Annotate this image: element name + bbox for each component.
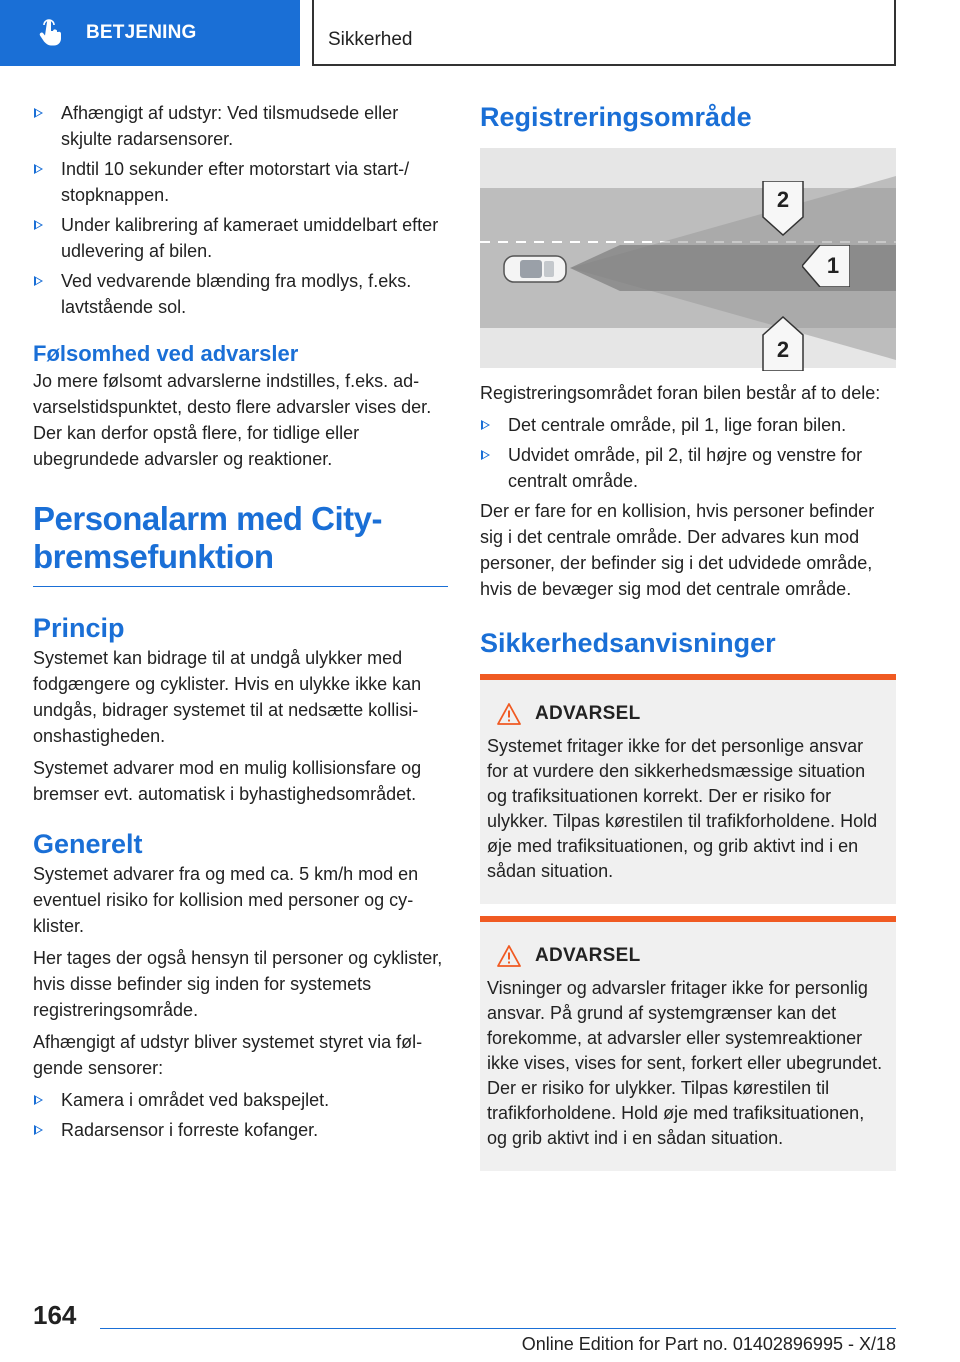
warning-text: Visninger og advarsler fritager ikke for personlig ansvar. På grund af systemgrænser kan det forekomme, at advarsler eller systemreaktioner ikke vises, vises for sent, forkert eller ubegrundet. Der er risiko for ulykker. Tilpas kørestilen til trafikforholdene. Hold øje med trafiksituationen, og grib aktivt ind i en sådan situation.	[487, 978, 883, 1148]
detection-heading: Registreringsområde	[480, 102, 752, 132]
arrow-2-bottom-icon	[759, 315, 807, 371]
detection-area-diagram	[480, 148, 896, 368]
bullet-arrow-icon	[481, 450, 490, 460]
warning-text: Systemet fritager ikke for det personlige ansvar for at vurdere den sikkerhedsmæssige situation og trafiksituationen korrekt. Der er risiko for ulykker. Tilpas kørestilen til trafikforholdene. Hold øje med trafiksituationen, og grib aktivt ind i en sådan situation.	[487, 736, 878, 881]
general-text-2: Her tages der også hensyn til personer og cyklister, hvis disse befinder sig inden for systemets registreringsområde.	[33, 948, 443, 1020]
car-icon	[504, 256, 566, 282]
bullet-arrow-icon	[34, 108, 43, 118]
list-item: Afhængigt af udstyr: Ved tilsmudsede eller skjulte radarsensorer.	[33, 100, 448, 152]
warning-box	[480, 674, 896, 904]
principle-heading: Princip	[33, 613, 125, 643]
footer-divider	[100, 1328, 896, 1329]
bullet-arrow-icon	[481, 420, 490, 430]
section-header	[312, 0, 896, 66]
right-column	[480, 100, 896, 1171]
warning-triangle-icon	[497, 703, 521, 725]
list-item: Udvidet område, pil 2, til højre og venstre for centralt område.	[480, 442, 896, 494]
sensitivity-heading: Følsomhed ved advarsler	[33, 341, 299, 366]
detection-text: Der er fare for en kollision, hvis personer befinder sig i det centrale område. Der advares kun mod personer, der befinder sig i det udvidede område, hvis de bevæger sig mod det centrale område.	[480, 501, 875, 599]
list-item: Ved vedvarende blænding fra modlys, f.eks. lavtstående sol.	[33, 268, 448, 320]
heading-divider	[33, 586, 448, 587]
warning-box	[480, 916, 896, 1171]
bullet-arrow-icon	[34, 1095, 43, 1105]
main-heading: Personalarm med City-bremsefunktion	[33, 500, 382, 575]
general-heading: Generelt	[33, 829, 143, 859]
bullet-arrow-icon	[34, 220, 43, 230]
arrow-label-2-bottom: 2	[776, 337, 790, 362]
general-text-1: Systemet advarer fra og med ca. 5 km/h mod en eventuel risiko for kollision med personer og cyklister.	[33, 864, 419, 936]
left-column	[33, 100, 448, 1147]
edition-info: Online Edition for Part no. 01402896995 - X/18	[521, 1334, 896, 1354]
safety-heading: Sikkerhedsanvisninger	[480, 628, 776, 658]
arrow-2-top-icon	[759, 181, 807, 237]
warning-title: ADVARSEL	[535, 945, 641, 966]
arrow-label-1: 1	[826, 253, 840, 278]
bullet-arrow-icon	[34, 276, 43, 286]
page-number: 164	[33, 1300, 77, 1330]
list-item: Kamera i området ved bakspejlet.	[33, 1087, 448, 1113]
list-item: Radarsensor i forreste kofanger.	[33, 1117, 448, 1143]
principle-text-1: Systemet kan bidrage til at undgå ulykker med fodgængere og cyklister. Hvis en ulykke ikke kan undgås, bidrager systemet til at nedsætte kollisionshastigheden.	[33, 648, 422, 746]
arrow-label-2-top: 2	[776, 187, 790, 212]
bullet-arrow-icon	[34, 1125, 43, 1135]
arrow-1-icon	[802, 245, 850, 287]
principle-text-2: Systemet advarer mod en mulig kollisionsfare og bremser evt. automatisk i byhastighedsområdet.	[33, 758, 422, 804]
warning-title: ADVARSEL	[535, 703, 641, 724]
chapter-tab-label: BETJENING	[86, 22, 197, 43]
detection-intro: Registreringsområdet foran bilen består af to dele:	[480, 383, 881, 403]
bullet-arrow-icon	[34, 164, 43, 174]
hand-pointer-icon	[36, 18, 66, 48]
general-text-3: Afhængigt af udstyr bliver systemet styret via følgende sensorer:	[33, 1032, 423, 1078]
sensor-list	[33, 1087, 448, 1143]
list-item: Under kalibrering af kameraet umiddelbart efter udlevering af bilen.	[33, 212, 448, 264]
list-item: Indtil 10 sekunder efter motorstart via start-/ stopknappen.	[33, 156, 448, 208]
sensitivity-text: Jo mere følsomt advarslerne indstilles, f.eks. advarselstidspunktet, desto flere advarsler vises der. Der kan derfor opstå flere, for tidlige eller ubegrundede advarsler og reaktioner.	[33, 371, 432, 469]
detection-list	[480, 412, 896, 494]
conditions-list	[33, 100, 448, 320]
section-title: Sikkerhed	[328, 29, 413, 50]
chapter-tab[interactable]	[0, 0, 300, 66]
warning-triangle-icon	[497, 945, 521, 967]
list-item: Det centrale område, pil 1, lige foran bilen.	[480, 412, 896, 438]
